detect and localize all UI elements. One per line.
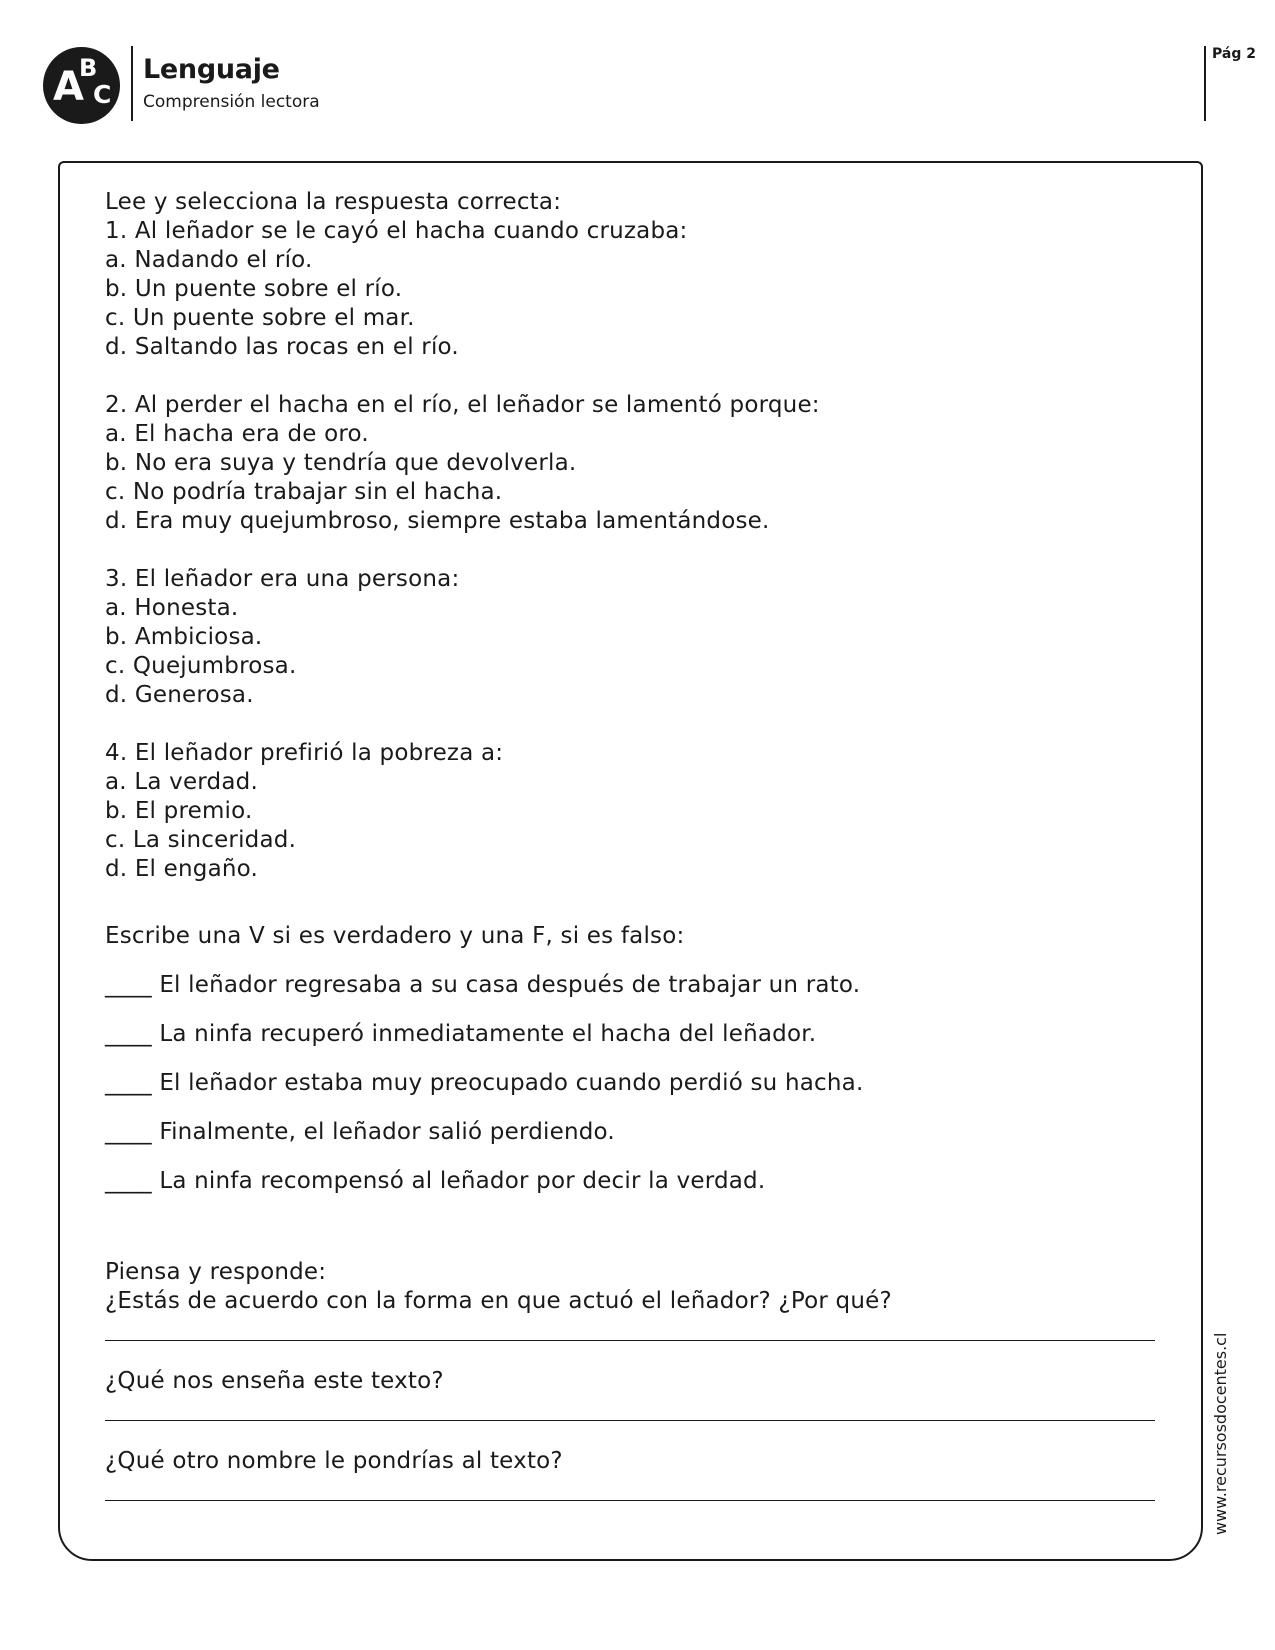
true-false-item xyxy=(105,1069,1165,1098)
answer-line-2[interactable] xyxy=(105,1420,1155,1421)
header-divider xyxy=(131,46,133,121)
true-false-item xyxy=(105,1118,1165,1147)
question-prompt: 1. Al leñador se le cayó el hacha cuando cruzaba: xyxy=(105,218,688,244)
page-divider xyxy=(1204,46,1206,121)
true-false-item xyxy=(105,1167,1165,1196)
option-d: d. Generosa. xyxy=(105,682,254,708)
option-b: b. El premio. xyxy=(105,798,253,824)
answer-blank[interactable]: ____ xyxy=(105,972,152,998)
option-d: d. Era muy quejumbroso, siempre estaba lamentándose. xyxy=(105,508,770,534)
selection-instruction: Lee y selecciona la respuesta correcta: xyxy=(105,189,562,215)
question-3 xyxy=(105,565,1165,710)
logo-letter-b: B xyxy=(79,54,98,82)
subject-subtitle: Comprensión lectora xyxy=(143,92,320,112)
option-c: c. Un puente sobre el mar. xyxy=(105,305,415,331)
question-1 xyxy=(105,217,1165,362)
question-prompt: 4. El leñador prefirió la pobreza a: xyxy=(105,740,504,766)
option-d: d. El engaño. xyxy=(105,856,259,882)
option-c: c. Quejumbrosa. xyxy=(105,653,297,679)
question-4 xyxy=(105,739,1165,884)
statement-text: El leñador estaba muy preocupado cuando perdió su hacha. xyxy=(159,1070,864,1096)
spacer xyxy=(105,1196,1165,1227)
subject-title: Lenguaje xyxy=(143,54,280,85)
answer-line-3[interactable] xyxy=(105,1500,1155,1501)
answer-blank[interactable]: ____ xyxy=(105,1021,152,1047)
question-prompt: 2. Al perder el hacha en el río, el leñador se lamentó porque: xyxy=(105,392,820,418)
true-false-instruction: Escribe una V si es verdadero y una F, si es falso: xyxy=(105,923,685,949)
option-d: d. Saltando las rocas en el río. xyxy=(105,334,459,360)
option-c: c. No podría trabajar sin el hacha. xyxy=(105,479,503,505)
question-2 xyxy=(105,391,1165,536)
logo-letter-c: C xyxy=(93,80,112,109)
option-b: b. Ambiciosa. xyxy=(105,624,263,650)
spacer xyxy=(105,884,1165,903)
reflection-question-1: ¿Estás de acuerdo con la forma en que actuó el leñador? ¿Por qué? xyxy=(105,1288,892,1314)
logo-letter-a: A xyxy=(53,64,84,110)
answer-blank[interactable]: ____ xyxy=(105,1070,152,1096)
spacer xyxy=(105,1227,1165,1258)
spacer xyxy=(105,903,1165,922)
reflection-question-3: ¿Qué otro nombre le pondrías al texto? xyxy=(105,1448,563,1474)
statement-text: El leñador regresaba a su casa después de trabajar un rato. xyxy=(159,972,861,998)
true-false-item xyxy=(105,971,1165,1000)
question-prompt: 3. El leñador era una persona: xyxy=(105,566,460,592)
statement-text: Finalmente, el leñador salió perdiendo. xyxy=(159,1119,615,1145)
option-a: a. Nadando el río. xyxy=(105,247,313,273)
reflection-question-2: ¿Qué nos enseña este texto? xyxy=(105,1368,444,1394)
true-false-item xyxy=(105,1020,1165,1049)
option-a: a. El hacha era de oro. xyxy=(105,421,369,447)
option-b: b. No era suya y tendría que devolverla. xyxy=(105,450,577,476)
website-url: www.recursosdocentes.cl xyxy=(1211,1332,1230,1535)
option-c: c. La sinceridad. xyxy=(105,827,297,853)
answer-line-1[interactable] xyxy=(105,1340,1155,1341)
worksheet-content xyxy=(105,188,1165,1501)
statement-text: La ninfa recompensó al leñador por decir la verdad. xyxy=(159,1168,766,1194)
answer-blank[interactable]: ____ xyxy=(105,1168,152,1194)
page-number: Pág 2 xyxy=(1212,46,1256,62)
statement-text: La ninfa recuperó inmediatamente el hacha del leñador. xyxy=(159,1021,817,1047)
option-a: a. Honesta. xyxy=(105,595,239,621)
answer-blank[interactable]: ____ xyxy=(105,1119,152,1145)
option-b: b. Un puente sobre el río. xyxy=(105,276,403,302)
abc-logo xyxy=(43,47,120,124)
option-a: a. La verdad. xyxy=(105,769,258,795)
reflection-instruction: Piensa y responde: xyxy=(105,1259,327,1285)
